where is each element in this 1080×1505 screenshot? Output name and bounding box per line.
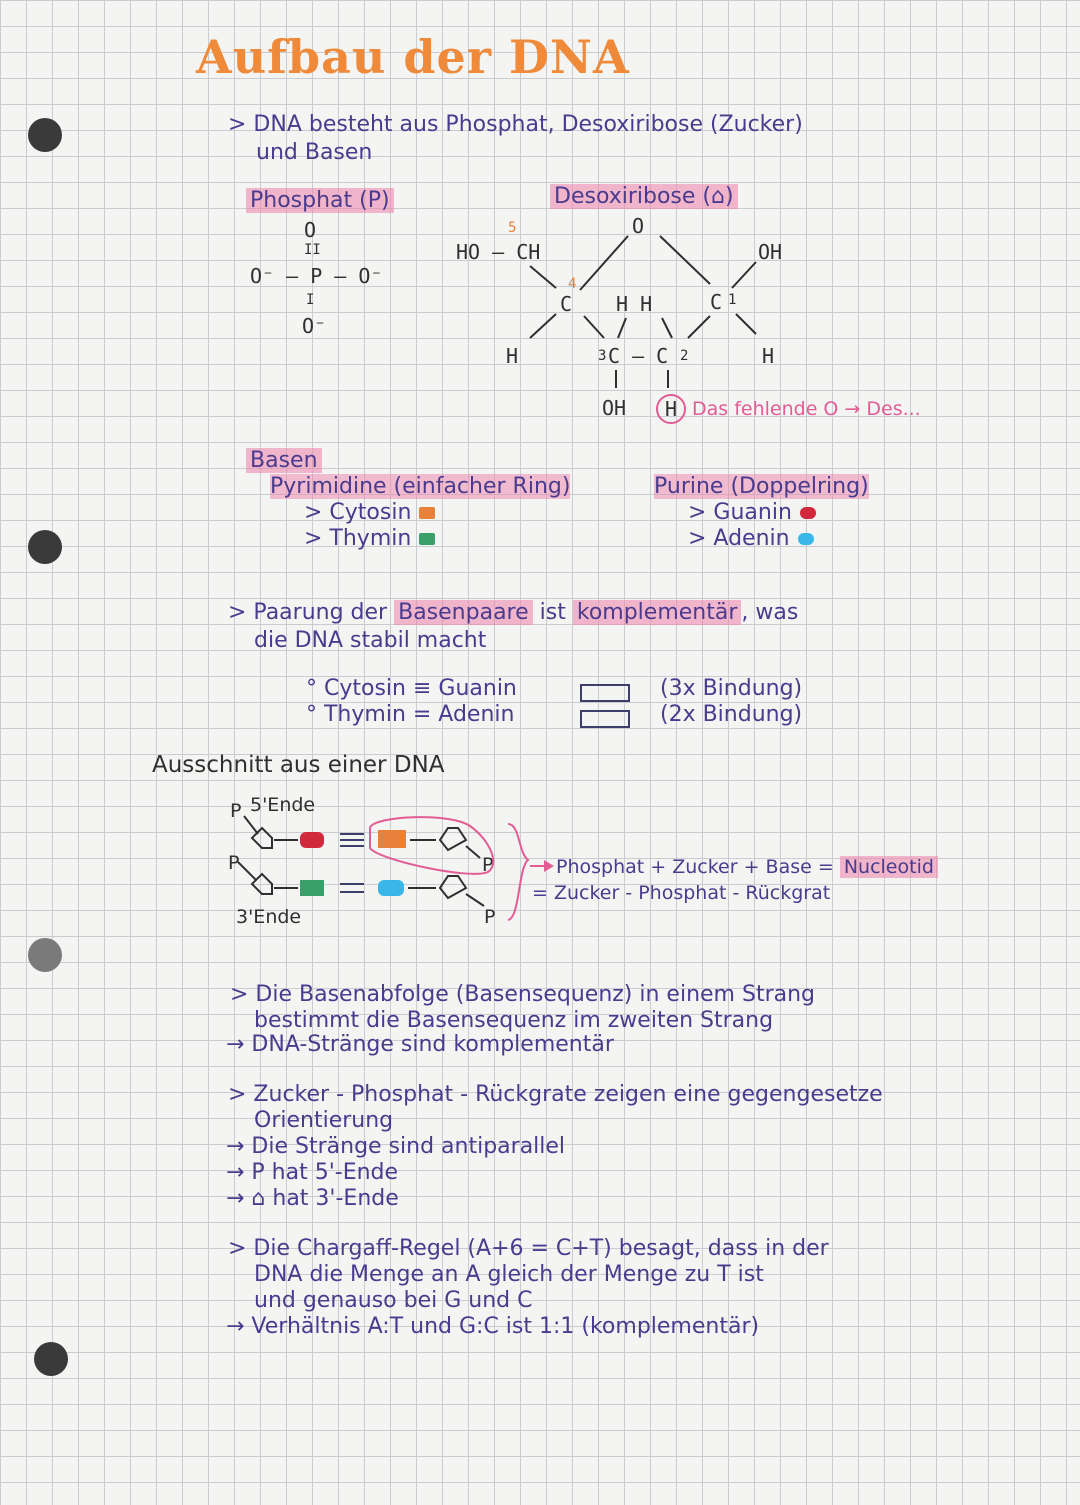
nucleotid-line: Phosphat + Zucker + Base = Nucleotid (556, 856, 938, 878)
paarung-line-1: > Paarung der Basenpaare ist komplementär , was (228, 600, 799, 625)
orientierung-line-5: → ⌂ hat 3'-Ende (226, 1186, 399, 1211)
orientierung-line-2: Orientierung (254, 1108, 394, 1133)
intro-line-2: und Basen (256, 140, 373, 165)
num-5: 5 (508, 220, 517, 236)
chargaff-line-2: DNA die Menge an A gleich der Menge zu T ist (254, 1262, 764, 1287)
intro-line-1: > DNA besteht aus Phosphat, Desoxiribose (Zucker) (228, 112, 803, 137)
base-adenin: > Adenin (688, 526, 814, 551)
missing-o-note: Das fehlende O → Des... (692, 398, 921, 420)
oh-bottom: OH (602, 396, 627, 420)
base-guanin: > Guanin (688, 500, 816, 525)
ausschnitt-heading: Ausschnitt aus einer DNA (152, 752, 445, 778)
rueckgrat-line: = Zucker - Phosphat - Rückgrat (532, 882, 831, 904)
base-cytosin: > Cytosin (304, 500, 435, 525)
orientierung-line-1: > Zucker - Phosphat - Rückgrate zeigen eine gegengesetze (228, 1082, 883, 1107)
chargaff-line-1: > Die Chargaff-Regel (A+6 = C+T) besagt, dass in der (228, 1236, 829, 1261)
pair-ta-note: (2x Bindung) (660, 702, 803, 727)
phosphat-heading: Phosphat (P) (246, 188, 394, 213)
h-right: H (762, 344, 775, 368)
c3-c2: C – C (608, 344, 669, 368)
base-thymin: > Thymin (304, 526, 435, 551)
c4: C (560, 292, 573, 316)
ho-ch: HO – CH (456, 240, 541, 264)
num-4: 4 (568, 276, 577, 292)
pair-cg-note: (3x Bindung) (660, 676, 803, 701)
oh-right: OH (758, 240, 783, 264)
purine-label: Purine (Doppelring) (654, 474, 869, 499)
five-end-label: 5'Ende (250, 794, 316, 816)
paarung-line-2: die DNA stabil macht (254, 628, 487, 653)
pair-ta: ° Thymin = Adenin (306, 702, 515, 727)
num-2: 2 (680, 348, 689, 364)
num-1: 1 (728, 292, 737, 308)
page-title: Aufbau der DNA (196, 30, 630, 84)
h-left: H (506, 344, 519, 368)
phosphat-single-bond: I (306, 292, 315, 308)
basensequenz-line-1: > Die Basenabfolge (Basensequenz) in einem Strang (230, 982, 816, 1007)
basen-heading: Basen (246, 448, 322, 473)
desoxiribose-heading: Desoxiribose (⌂) (550, 184, 738, 209)
num-3: 3 (598, 348, 607, 364)
h-circled: H (656, 394, 686, 424)
p-label-mid: P (228, 852, 240, 874)
phosphat-double-bond: II (304, 242, 321, 258)
phosphat-o-top: O (304, 218, 317, 242)
chargaff-line-3: und genauso bei G und C (254, 1288, 533, 1313)
pair-cg: ° Cytosin ≡ Guanin (306, 676, 517, 701)
phosphat-middle: O⁻ – P – O⁻ (250, 264, 383, 288)
basensequenz-line-2: bestimmt die Basensequenz im zweiten Strang (254, 1008, 774, 1033)
phosphat-o-bottom: O⁻ (302, 314, 327, 338)
p-label-top: P (230, 800, 242, 822)
three-end-label: 3'Ende (236, 906, 302, 928)
orientierung-line-3: → Die Stränge sind antiparallel (226, 1134, 566, 1159)
pyrimidine-label: Pyrimidine (einfacher Ring) (270, 474, 571, 499)
c1: C (710, 290, 723, 314)
chargaff-line-4: → Verhältnis A:T und G:C ist 1:1 (komplementär) (226, 1314, 760, 1339)
p-label-right2: P (484, 906, 496, 928)
hh: H H (616, 292, 653, 316)
ring-o: O (632, 214, 645, 238)
p-label-right1: P (482, 854, 494, 876)
orientierung-line-4: → P hat 5'-Ende (226, 1160, 399, 1185)
basensequenz-line-3: → DNA-Stränge sind komplementär (226, 1032, 614, 1057)
